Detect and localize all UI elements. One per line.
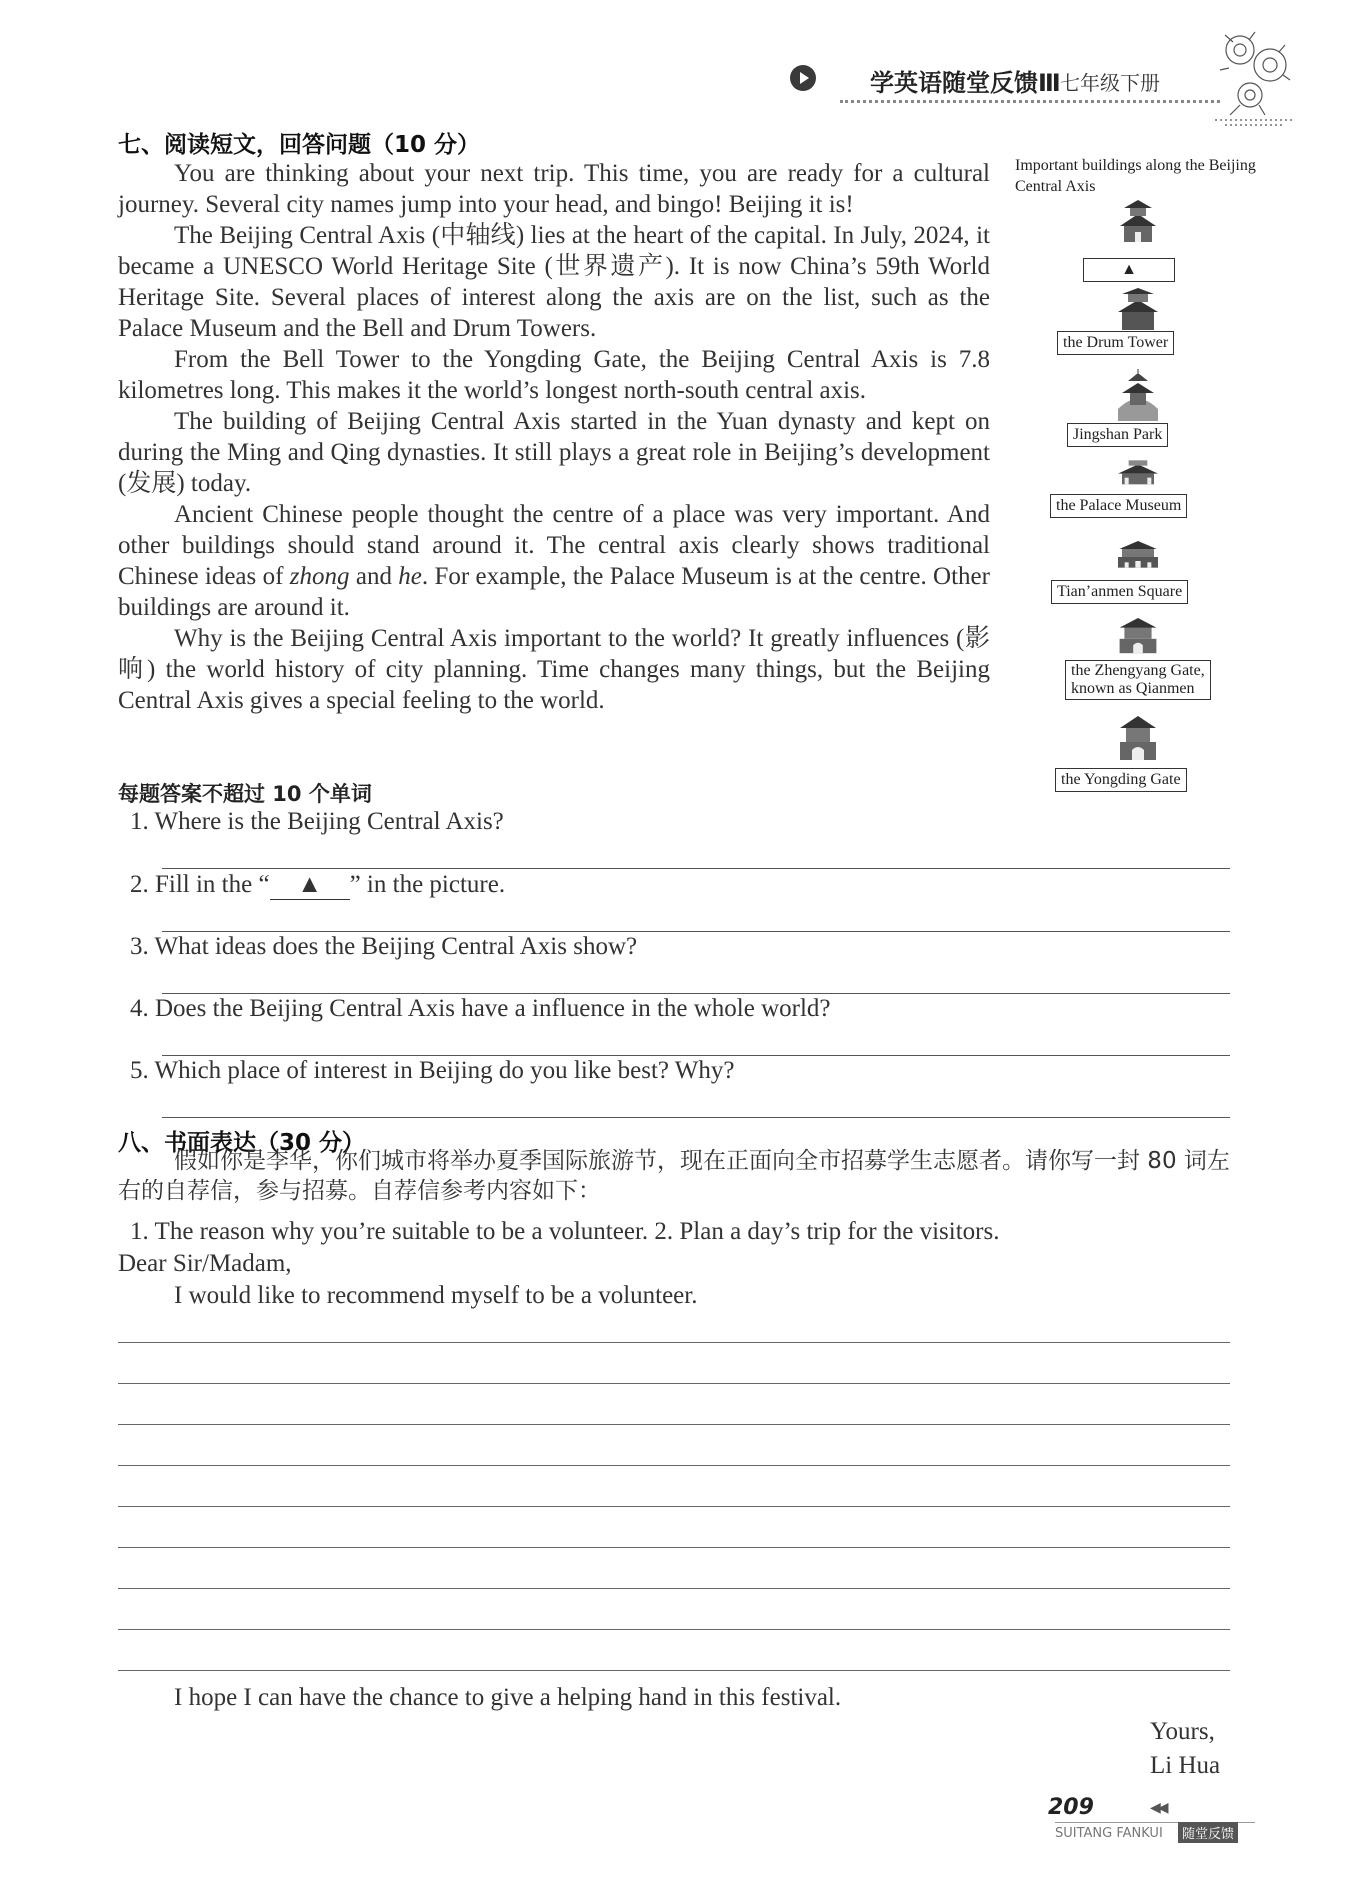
- writing-line[interactable]: [118, 1424, 1230, 1425]
- writing-line[interactable]: [118, 1629, 1230, 1630]
- paragraph-5-text-a: Ancient Chinese people thought the centre of a place was very important. And other buildings should stand around it. The central axis clearly shows traditional Chinese ideas of: [118, 501, 990, 590]
- answer-line-3[interactable]: [162, 993, 1230, 994]
- page-number: 209: [1048, 1795, 1094, 1820]
- paragraph-5-text-b: and: [349, 563, 399, 590]
- book-title: 学英语随堂反馈Ⅲ: [870, 69, 1061, 97]
- answer-line-4[interactable]: [162, 1055, 1230, 1056]
- writing-line[interactable]: [118, 1547, 1230, 1548]
- writing-prompt: 假如你是李华，你们城市将举办夏季国际旅游节，现在正面向全市招募学生志愿者。请你写一封 80 词左右的自荐信，参与招募。自荐信参考内容如下：: [118, 1148, 1230, 1204]
- label-zhengyang-gate: [1065, 660, 1211, 700]
- footer-brand-cn: 随堂反馈: [1178, 1822, 1238, 1843]
- label-yongding-gate: the Yongding Gate: [1055, 768, 1187, 792]
- jingshan-park-icon: [1118, 369, 1158, 421]
- section-8-title: 八、书面表达（30 分）: [118, 1130, 366, 1156]
- blank-marker: ▲: [1121, 261, 1137, 278]
- answer-line-1[interactable]: [162, 868, 1230, 869]
- question-2: [130, 871, 505, 900]
- arrow-left-icon: ◀◀: [1150, 1801, 1166, 1816]
- question-4: 4. Does the Beijing Central Axis have a influence in the whole world?: [130, 995, 831, 1022]
- reading-passage: [118, 158, 990, 716]
- term-zhong: zhong: [289, 563, 350, 590]
- drum-tower-icon: [1118, 288, 1158, 330]
- paragraph-5: [118, 499, 990, 623]
- blank-label: [1083, 258, 1175, 282]
- paragraph-1: You are thinking about your next trip. This time, you are ready for a cultural journey. Several city names jump into your head, and bingo! Beijing it is!: [118, 160, 990, 218]
- answer-instruction: 每题答案不超过 10 个单词: [118, 782, 372, 806]
- question-2-text-b: ” in the picture.: [349, 871, 506, 898]
- label-zhengyang-gate-line-2: known as Qianmen: [1071, 680, 1195, 697]
- footer-brand-en: SUITANG FANKUI: [1055, 1826, 1163, 1841]
- paragraph-3: From the Bell Tower to the Yongding Gate, the Beijing Central Axis is 7.8 kilometres long. This makes it the world’s longest north-south central axis.: [118, 346, 990, 404]
- question-1: 1. Where is the Beijing Central Axis?: [130, 808, 504, 835]
- flower-decoration-icon: [1205, 20, 1305, 130]
- label-palace-museum: the Palace Museum: [1050, 494, 1187, 518]
- question-3: 3. What ideas does the Beijing Central Axis show?: [130, 933, 638, 960]
- paragraph-5-text-c: . For example, the Palace Museum is at the centre. Other buildings are around it.: [118, 563, 990, 621]
- answer-line-5[interactable]: [162, 1117, 1230, 1118]
- paragraph-4: The building of Beijing Central Axis started in the Yuan dynasty and kept on during the Ming and Qing dynasties. It still plays a great role in Beijing’s development (发展) today.: [118, 408, 990, 497]
- label-drum-tower: the Drum Tower: [1057, 331, 1174, 355]
- writing-line[interactable]: [118, 1670, 1230, 1671]
- paragraph-6: Why is the Beijing Central Axis important to the world? It greatly influences (影响) the world history of city planning. Time changes many things, but the Beijing Central Axis gives a special feeling to the world.: [118, 625, 990, 714]
- zhengyang-gate-icon: [1118, 610, 1158, 658]
- question-2-blank: ▲: [270, 871, 350, 900]
- tiananmen-icon: [1118, 531, 1158, 575]
- palace-museum-icon: [1118, 451, 1158, 491]
- answer-line-2[interactable]: [162, 931, 1230, 932]
- letter-closing: I hope I can have the chance to give a helping hand in this festival.: [174, 1684, 842, 1711]
- writing-line[interactable]: [118, 1342, 1230, 1343]
- section-7-title: 七、阅读短文，回答问题（10 分）: [118, 132, 481, 158]
- writing-line[interactable]: [118, 1383, 1230, 1384]
- letter-signature: Li Hua: [1150, 1752, 1221, 1779]
- bell-tower-icon: [1118, 200, 1158, 242]
- axis-figure: [1015, 155, 1260, 795]
- writing-points: 1. The reason why you’re suitable to be a volunteer. 2. Plan a day’s trip for the visitors.: [130, 1218, 1000, 1245]
- letter-opening: I would like to recommend myself to be a volunteer.: [174, 1282, 698, 1309]
- yongding-gate-icon: [1118, 710, 1158, 760]
- question-5: 5. Which place of interest in Beijing do you like best? Why?: [130, 1057, 735, 1084]
- label-jingshan-park: Jingshan Park: [1067, 423, 1168, 447]
- writing-line[interactable]: [118, 1506, 1230, 1507]
- header-divider: [840, 100, 1220, 103]
- writing-line[interactable]: [118, 1588, 1230, 1589]
- letter-signoff: Yours,: [1150, 1718, 1215, 1745]
- question-2-text-a: 2. Fill in the “: [130, 871, 270, 898]
- grade-label: 七年级下册: [1060, 71, 1160, 95]
- label-zhengyang-gate-line-1: the Zhengyang Gate,: [1071, 662, 1205, 679]
- label-tiananmen-square: Tian’anmen Square: [1051, 580, 1188, 604]
- term-he: he: [398, 563, 422, 590]
- figure-caption: Important buildings along the Beijing Central Axis: [1015, 157, 1256, 195]
- paragraph-2: The Beijing Central Axis (中轴线) lies at the heart of the capital. In July, 2024, it became a UNESCO World Heritage Site (世界遗产). It is now China’s 59th World Heritage Site. Several places of interest along the axis are on the list, such as the Palace Museum and the Bell and Drum Towers.: [118, 222, 990, 342]
- letter-greeting: Dear Sir/Madam,: [118, 1250, 292, 1277]
- writing-line[interactable]: [118, 1465, 1230, 1466]
- play-icon: [790, 65, 816, 91]
- page-header: [790, 55, 1250, 105]
